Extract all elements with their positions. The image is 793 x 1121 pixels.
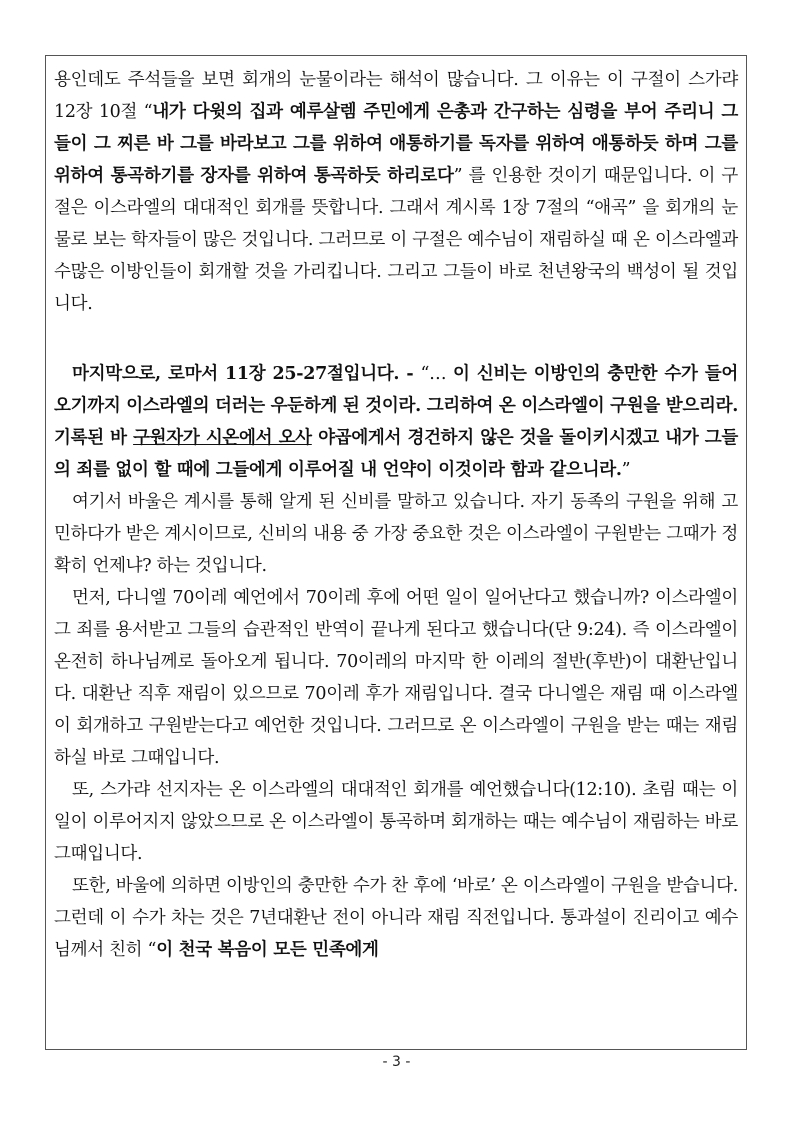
text-span: 또한, 바울에 의하면 이방인의 충만한 수가 찬 후에 ‘바로’ 온 이스라엘이 구원을 받습니다. 그런데 이 수가 차는 것은 7년대환난 전이 아니라 재림 직전입니다. 통과설이 진리이고 예수님께서 친히 “ <box>54 876 738 960</box>
paragraph-3: 여기서 바울은 계시를 통해 알게 된 신비를 말하고 있습니다. 자기 동족의 구원을 위해 고민하다가 받은 계시이므로, 신비의 내용 중 가장 중요한 것은 이스라엘이 구원받는 그때가 정확히 언제냐? 하는 것입니다. <box>54 492 738 576</box>
bold-quote: 이 천국 복음이 모든 민족에게 <box>156 940 379 960</box>
paragraph-6 <box>54 870 738 966</box>
text-span: “… <box>420 364 454 384</box>
bold-quote: 이 신비는 이방인의 충만한 수가 들어오기까지 이스라엘의 더러는 우둔하게 된 것이라. 그리하여 온 이스라엘이 구원을 받으리라. 기록된 바 <box>54 364 738 448</box>
body-text <box>54 64 738 966</box>
paragraph-5: 또, 스가랴 선지자는 온 이스라엘의 대대적인 회개를 예언했습니다(12:10). 초림 때는 이 일이 이루어지지 않았으므로 온 이스라엘이 통곡하며 회개하는 때는 예수님이 재림하는 바로 그때입니다. <box>54 780 738 864</box>
text-span: ” 를 인용한 것이기 때문입니다. 이 구절은 이스라엘의 대대적인 회개를 뜻합니다. 그래서 계시록 1장 7절의 “애곡” 을 회개의 눈물로 보는 학자들이 많은 것입니다. 그러므로 이 구절은 예수님이 재림하실 때 온 이스라엘과 수많은 이방인들이 회개할 것을 가리킵니다. 그리고 그들이 바로 천년왕국의 백성이 될 것입니다. <box>54 166 738 314</box>
page-frame <box>45 55 747 1050</box>
paragraph-4: 먼저, 다니엘 70이레 예언에서 70이레 후에 어떤 일이 일어난다고 했습니까? 이스라엘이 그 죄를 용서받고 그들의 습관적인 반역이 끝나게 된다고 했습니다(단 9:24). 즉 이스라엘이 온전히 하나님께로 돌아오게 됩니다. 70이레의 마지막 한 이레의 절반(후반)이 대환난입니다. 대환난 직후 재림이 있으므로 70이레 후가 재림입니다. 결국 다니엘은 재림 때 이스라엘이 회개하고 구원받는다고 예언한 것입니다. 그러므로 온 이스라엘이 구원을 받는 때는 재림하실 바로 그때입니다. <box>54 588 738 768</box>
page-number: - 3 - <box>382 1054 411 1070</box>
text-span: ” <box>621 460 631 480</box>
paragraph-1 <box>54 64 738 320</box>
bold-quote: 내가 다윗의 집과 예루살렘 주민에게 은총과 간구하는 심령을 부어 주리니 그들이 그 찌른 바 그를 바라보고 그를 위하여 애통하기를 독자를 위하여 애통하듯 하며 그를 위하여 통곡하기를 장자를 위하여 통곡하듯 하리로다 <box>54 102 739 186</box>
paragraph-2 <box>54 358 738 486</box>
bold-quote: 야곱에게서 경건하지 않은 것을 돌이키시겠고 내가 그들의 죄를 없이 할 때에 그들에게 이루어질 내 언약이 이것이라 함과 같으니라. <box>54 428 738 480</box>
underlined-phrase: 구원자가 시온에서 오사 <box>133 428 312 448</box>
bold-heading: 마지막으로, 로마서 11장 25-27절입니다. - <box>72 364 421 384</box>
text-span: 용인데도 주석들을 보면 회개의 눈물이라는 해석이 많습니다. 그 이유는 이 구절이 스가랴 12장 10절 “ <box>54 70 738 122</box>
